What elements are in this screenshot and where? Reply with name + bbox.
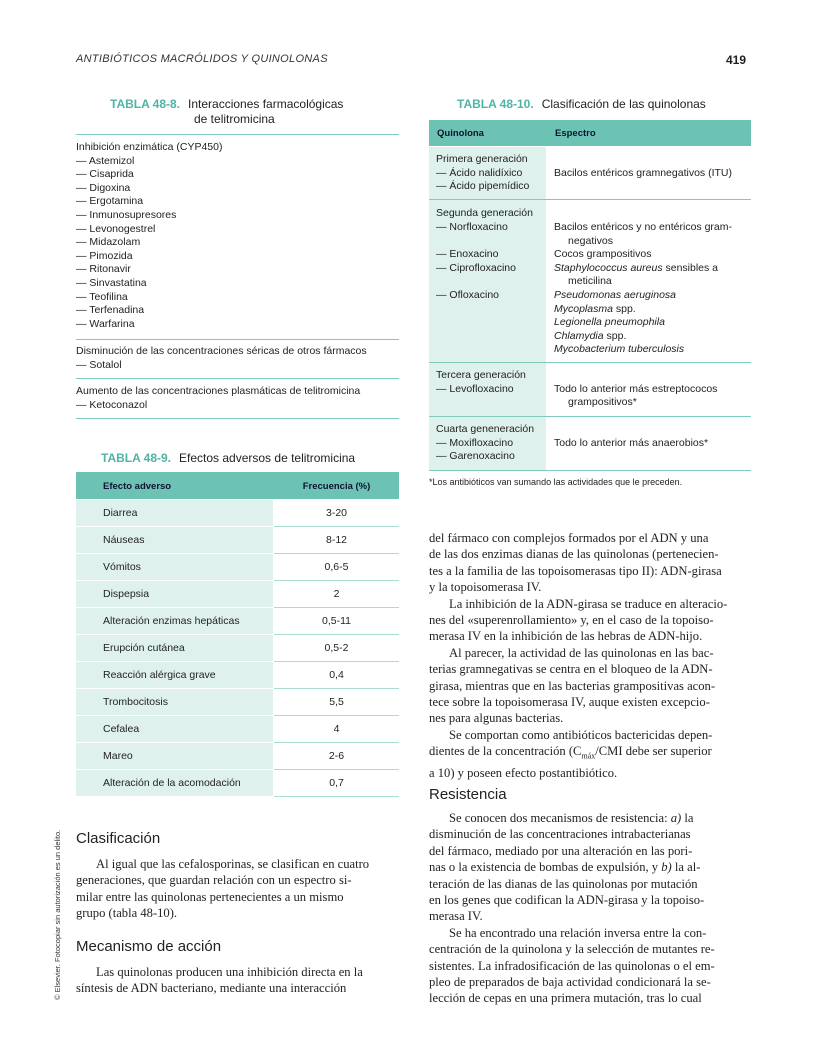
text-line: en los genes que codifican la ADN-girasa y la topoiso- [429,893,705,908]
text-line: disminución de las concentraciones intrabacterianas [429,827,691,842]
text-line: del fármaco, mediado por una alteración en las pori- [429,843,693,858]
section-heading: Mecanismo de acción [76,938,222,955]
text-line: — Ritonavir [76,263,131,276]
frequency-value: 0,7 [329,777,344,789]
text-line: grupo (tabla 48-10). [76,906,178,921]
text-line: — Terfenadina [76,304,145,317]
text-line: — Cisaprida [76,168,134,181]
organism-italic: Mycoplasma [554,302,613,315]
copyright-notice: © Elsevier. Fotocopiar sin autorización es un delito. [53,829,62,1000]
effect-name: Reacción alérgica grave [103,669,216,681]
text-part: dientes de la concentración (C [429,744,582,759]
frequency-value: 0,5-11 [322,615,351,627]
column-header: Frecuencia (%) [302,481,371,492]
spectrum-text: negativos [568,234,613,247]
rule [429,362,751,363]
text-part: /CMI debe ser superior [595,744,712,759]
table-title: Interacciones farmacológicas [188,97,344,111]
column-header: Espectro [555,128,596,139]
effect-name: Erupción cutánea [103,642,185,654]
text-part: nas o la existencia de bombas de expulsión, y [429,860,662,875]
text-line [429,810,751,826]
rule [76,339,399,340]
column-header: Efecto adverso [103,481,172,492]
text-line: — Astemizol [76,154,135,167]
text-line [429,743,751,765]
text-line: — Digoxina [76,181,131,194]
table-48-10-caption [457,97,706,112]
organism-name [554,330,626,344]
section-heading: Resistencia [429,786,507,803]
frequency-value: 3-20 [325,507,347,519]
group-label: Disminución de las concentraciones séricas de otros fármacos [76,345,367,357]
drug-name: — Ácido pipemídico [436,180,530,193]
text-line: teración de las dianas de las quinolonas por mutación [429,876,698,891]
text-line: Se comportan como antibióticos bactericidas depen- [449,727,713,742]
generation-label: Primera generación [436,153,528,165]
organism-italic: Chlamydia [554,329,604,342]
first-column-shade [429,147,546,470]
spectrum-text: meticilina [568,275,612,288]
spectrum-text-part: sensibles a [662,261,719,274]
drug-name: — Garenoxacino [436,450,515,463]
text-line: — Ergotamina [76,195,144,208]
organism-name [554,316,665,330]
table-title-line2: de telitromicina [194,112,275,126]
organism-name: Staphylococcus aureus [554,261,663,274]
effect-cell [76,581,273,608]
rule [429,470,751,471]
frequency-cell [274,500,399,527]
text-line: del fármaco con complejos formados por el ADN y una [429,531,709,545]
spectrum-text: Bacilos entéricos y no entéricos gram- [554,221,732,233]
frequency-value: 2-6 [328,750,345,762]
effect-name: Alteración de la acomodación [103,777,241,789]
paragraph [76,964,399,997]
frequency-cell [274,716,399,743]
frequency-cell [274,608,399,635]
effect-cell [76,689,273,716]
effect-cell [76,635,273,662]
rule [429,199,751,200]
frequency-cell [274,662,399,689]
drug-name: — Ofloxacino [436,289,500,301]
table-number: TABLA 48-9. [101,451,172,465]
effect-cell [76,716,273,743]
effect-name: Vómitos [103,561,141,573]
spectrum-text: Cocos grampositivos [554,248,652,261]
text-line: centración de la quinolona y la selección de mutantes re- [429,942,715,957]
right-column-text [429,530,751,782]
table-number: TABLA 48-8. [110,97,181,111]
text-line: de las dos enzimas dianas de las quinolonas (pertenecien- [429,547,719,562]
text-line: tes a la familia de las topoisomerasas tipo II): ADN-girasa [429,563,722,578]
frequency-value: 0,5-2 [324,642,349,654]
effect-cell [76,500,273,527]
table-title: Clasificación de las quinolonas [541,97,706,111]
paragraph [429,530,751,596]
text-line: — Sinvastatina [76,276,147,289]
drug-name: — Ácido nalidíxico [436,166,523,179]
rule [429,416,751,417]
text-line: merasa IV. [429,909,483,924]
column-header: Quinolona [437,128,484,139]
text-line: nes para algunas bacterias. [429,711,564,726]
generation-label: Cuarta geneneración [436,423,535,435]
effect-name: Cefalea [103,723,140,735]
effect-cell [76,527,273,554]
text-line: — Inmunosupresores [76,208,177,221]
organism-suffix: spp. [612,302,636,315]
spectrum-text: grampositivos* [568,396,637,409]
text-line: a 10) y poseen efecto postantibiótico. [429,766,618,781]
group-label: Aumento de las concentraciones plasmáticas de telitromicina [76,385,361,397]
text-line: — Warfarina [76,317,135,330]
table-row [76,635,399,661]
list-item: — Ketoconazol [76,398,148,411]
frequency-value: 5,5 [329,696,344,708]
effect-name: Dispepsia [103,588,150,600]
text-line: — Midazolam [76,236,141,249]
text-line: terias gramnegativas se centra en el bloqueo de la ADN- [429,662,713,677]
paragraph [429,596,751,645]
organism-name [554,303,636,317]
paragraph [429,727,751,782]
table-footnote: *Los antibióticos van sumando las actividades que le preceden. [429,477,683,487]
section-heading: Clasificación [76,830,161,847]
text-line: girasa, mientras que en las bacterias grampositivas acon- [429,678,716,693]
spectrum-text: Todo lo anterior más anaerobios* [554,436,709,449]
organism-italic: Legionella pneumophila [554,316,665,329]
text-line: lección de cepas en una primera mutación, tras lo cual [429,991,702,1006]
spectrum-text [554,262,718,276]
frequency-cell [274,635,399,662]
table-row [76,743,399,769]
effect-name: Alteración enzimas hepáticas [103,615,240,627]
effect-name: Náuseas [103,534,145,546]
spectrum-text: Bacilos entéricos gramnegativos (ITU) [554,166,732,179]
text-line: síntesis de ADN bacteriano, mediante una interacción [76,981,347,996]
effect-cell [76,743,273,770]
enum-label: b) [661,860,672,875]
spectrum-text: Todo lo anterior más estreptococos [554,382,718,395]
drug-name: — Levofloxacino [436,382,514,395]
list-item: — Sotalol [76,358,122,371]
effect-cell [76,770,273,797]
table-48-9-caption [101,451,355,466]
organism-name [554,289,676,303]
generation-label: Tercera generación [436,369,526,381]
frequency-value: 8-12 [325,534,347,546]
text-line: — Teofilina [76,290,128,303]
organism-italic: Pseudomonas aeruginosa [554,289,677,301]
enum-label: a) [670,811,682,825]
table-row [76,527,399,553]
table-row [76,608,399,634]
text-line: generaciones, que guardan relación con un espectro si- [76,873,352,888]
table-number: TABLA 48-10. [457,97,534,111]
drug-name: — Enoxacino [436,248,499,261]
text-line: Al parecer, la actividad de las quinolonas en las bac- [449,645,714,660]
rule [76,378,399,379]
drug-name: — Ciprofloxacino [436,261,516,274]
text-line: Al igual que las cefalosporinas, se clasifican en cuatro [96,857,370,871]
frequency-cell [274,689,399,716]
page-number: 419 [726,53,747,67]
text-line: pleo de preparados de baja actividad condicionará la se- [429,975,711,990]
table-48-8-caption [110,97,343,112]
resistance-text [429,810,751,1007]
text-line [429,859,751,875]
table-row [76,662,399,688]
table-row [76,500,399,526]
text-line: nes del «superenrollamiento» y, en el caso de la topoiso- [429,613,714,628]
text-part: Se conocen dos mecanismos de resistencia: [449,811,671,825]
frequency-cell [274,527,399,554]
effect-cell [76,608,273,635]
table-row [76,554,399,580]
effect-name: Diarrea [103,507,138,519]
organism-suffix: spp. [603,329,627,342]
paragraph [429,826,751,859]
paragraph [429,876,751,925]
organism-name [554,343,684,357]
text-part: la [681,811,694,825]
table-title: Efectos adversos de telitromicina [179,451,356,465]
text-line: La inhibición de la ADN-girasa se traduce en alteracio- [449,596,728,611]
text-line: y la topoisomerasa IV. [429,580,542,595]
generation-label: Segunda generación [436,207,533,219]
text-line: — Pimozida [76,249,133,262]
frequency-cell [274,770,399,797]
paragraph [429,925,751,1007]
effect-cell [76,662,273,689]
text-part: la al- [671,860,701,875]
text-line: Se ha encontrado una relación inversa entre la con- [449,925,707,940]
frequency-value: 0,6-5 [324,561,349,573]
effect-name: Mareo [103,750,133,762]
frequency-cell [274,743,399,770]
drug-name: — Norfloxacino [436,221,508,233]
effect-cell [76,554,273,581]
frequency-cell [274,554,399,581]
paragraph [76,856,399,922]
table-row [76,689,399,715]
frequency-cell [274,581,399,608]
subscript: máx [581,751,596,761]
organism-italic: Mycobacterium tuberculosis [554,343,685,356]
frequency-value: 2 [333,588,340,600]
drug-name: — Moxifloxacino [436,436,514,449]
table-row [76,581,399,607]
frequency-value: 0,4 [329,669,344,681]
group-label: Inhibición enzimática (CYP450) [76,141,223,153]
text-line: — Levonogestrel [76,222,156,235]
text-line: Las quinolonas producen una inhibición directa en la [96,965,363,979]
rule [76,418,399,419]
effect-name: Trombocitosis [103,696,168,708]
paragraph [429,645,751,727]
text-line: milar entre las quinolonas pertenecientes a un mismo [76,889,344,904]
running-header-title: ANTIBIÓTICOS MACRÓLIDOS Y QUINOLONAS [76,53,328,65]
text-line: tece sobre la topoisomerasa IV, auque existen excepcio- [429,695,710,710]
frequency-value: 4 [333,723,340,735]
interaction-list [76,155,176,332]
text-line: merasa IV en la inhibición de las hebras de ADN-hijo. [429,629,703,644]
table-row [76,770,399,796]
text-line: sistentes. La infradosificación de las quinolonas o el em- [429,958,715,973]
rule [76,134,399,135]
table-row [76,716,399,742]
